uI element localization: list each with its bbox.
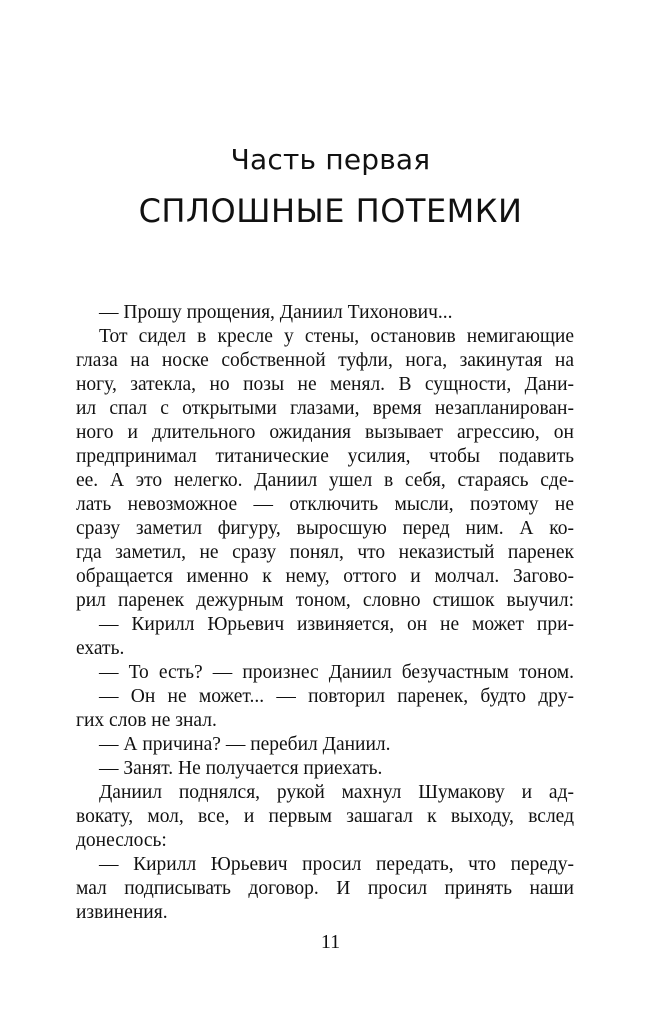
part-heading: Часть первая [230,143,431,176]
chapter-title: СПЛОШНЫЕ ПОТЕМКИ [138,192,523,230]
body-text [76,301,574,925]
text-line: Даниил поднялся, рукой махнул Шумакову и ад- [99,782,574,803]
text-line: — Кирилл Юрьевич извиняется, он не может при- [99,614,574,635]
text-line: рил паренек дежурным тоном, словно стишок выучил: [76,590,574,611]
text-line: донеслось: [76,830,167,851]
text-line: ногу, затекла, но позы не менял. В сущности, Дани- [76,374,574,395]
text-line: — То есть? — произнес Даниил безучастным тоном. [99,662,574,683]
text-line: ил спал с открытыми глазами, время незапланирован- [76,398,574,419]
text-line: мал подписывать договор. И просил принять наши [76,878,574,899]
text-line: гда заметил, не сразу понял, что неказистый паренек [76,542,574,563]
page-number: 11 [320,931,341,953]
text-line: сразу заметил фигуру, выросшую перед ним. А ко- [76,518,574,539]
text-line: предпринимал титанические усилия, чтобы подавить [76,446,574,467]
text-line: ее. А это нелегко. Даниил ушел в себя, стараясь сде- [76,470,574,491]
text-line: — Кирилл Юрьевич просил передать, что переду- [99,854,574,875]
text-line: — Занят. Не получается приехать. [99,758,383,779]
text-line: гих слов не знал. [76,710,217,731]
text-line: — Он не может... — повторил паренек, будто дру- [99,686,574,707]
text-line: вокату, мол, все, и первым зашагал к выходу, вслед [76,806,574,827]
text-line: лать невозможное — отключить мысли, поэтому не [76,494,574,515]
text-line: — Прошу прощения, Даниил Тихонович... [99,302,453,323]
text-line: — А причина? — перебил Даниил. [99,734,391,755]
text-line: обращается именно к нему, оттого и молчал. Загово- [76,566,574,587]
text-line: ехать. [76,638,125,659]
text-line: глаза на носке собственной туфли, нога, закинутая на [76,350,574,371]
text-line: извинения. [76,902,168,923]
text-line: Тот сидел в кресле у стены, остановив немигающие [99,326,574,347]
text-line: ного и длительного ожидания вызывает агрессию, он [76,422,574,443]
